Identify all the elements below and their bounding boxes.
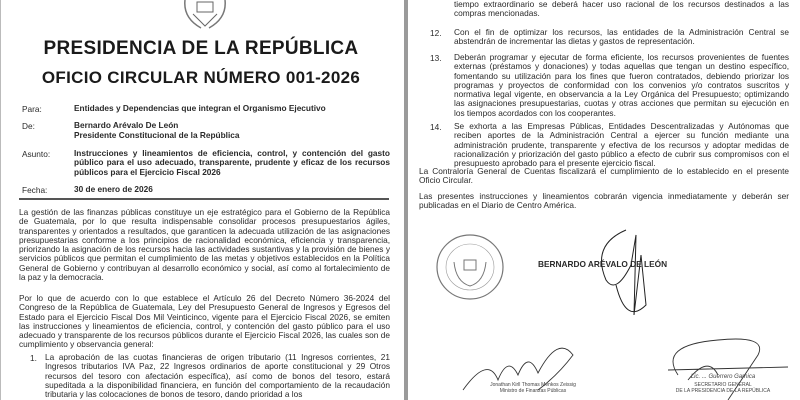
coat-of-arms-icon: [179, 0, 231, 30]
fecha-label: Fecha:: [22, 185, 48, 195]
item-11-tail: tiempo extraordinario se deberá hacer uso racional de los recursos destinados a las compras mencionadas.: [454, 0, 789, 19]
minister-name: Jonathan Kirll Thomas Menkos Zeissig: [490, 382, 576, 388]
secretary-title: SECRETARIO GENERAL: [694, 382, 752, 388]
para-value: Entidades y Dependencias que integran el Organismo Ejecutivo: [74, 103, 326, 113]
document-number: OFICIO CIRCULAR NÚMERO 001-2026: [41, 68, 361, 87]
presidential-seal-icon: [434, 232, 506, 302]
president-name: BERNARDO ARÉVALO DE LEÓN: [538, 259, 668, 269]
vigencia-paragraph: Las presentes instrucciones y lineamientos cobrarán vigencia inmediatamente y deberán ser publicadas en el Diario de Centro América.: [419, 191, 789, 211]
contraloria-paragraph: La Contraloría General de Cuentas fiscalizará el cumplimiento de lo establecido en el presente Oficio Circular.: [419, 166, 789, 186]
para-label: Para:: [22, 104, 42, 114]
asunto-value: Instrucciones y lineamientos de eficiencia, control, y contención del gasto público para el uso adecuado, transparente, prudente y eficaz de los recursos públicos para el Ejercicio Fiscal 2026: [74, 148, 390, 177]
minister-title: Ministro de Finanzas Públicas: [499, 388, 567, 394]
de-title: Presidente Constitucional de la República: [74, 130, 240, 140]
item-number: 1.: [30, 353, 37, 363]
item-number: 13.: [430, 53, 442, 63]
item-number: 12.: [430, 28, 442, 38]
intro-paragraph: La gestión de las finanzas públicas constituye un eje estratégico para el Gobierno de la República de Guatemala, por lo que resulta indispensable consolidar procesos presupuestarios ágiles, transparentes y orientados a resultados, que garanticen la adecuada utilización de las asignaciones presupuestarias conforme a los principios de racionalidad económica, eficiencia y transparencia, priorizando la asignación de los recursos hacia las actividades sustantivas y la provisión de bienes y servicios públicos que permitan el cumplimiento de las metas y objetivos establecidos en la Política General de Gobierno y contribuyan al desarrollo económico y social, así como al fortalecimiento de la paz y la democracia.: [19, 207, 390, 283]
asunto-label: Asunto:: [22, 149, 51, 159]
de-name: Bernardo Arévalo De León: [74, 120, 179, 130]
item-14: Se exhorta a las Empresas Públicas, Entidades Descentralizadas y Autónomas que reciben aportes de la Administración Central a ejercer su función mediante una administración prudente, transparente y efectiva de los recursos y adoptar medidas de racionalización y priorización del gasto público a efecto de cubrir sus compromisos con el presupuesto aprobado para el presente ejercicio fiscal.: [454, 121, 789, 169]
secretary-title-org: DE LA PRESIDENCIA DE LA REPÚBLICA: [675, 388, 771, 394]
item-1: La aprobación de las cuotas financieras de origen tributario (11 Ingresos corrientes, 21 Ingresos tributarios IVA Paz, 22 Ingresos ordinarios de aporte constitucional y 29 Otros recursos del tesoro con afectación específica), así como de bonos del tesoro, estará supeditada a la disponibilidad financiera, en función del comportamiento de la recaudación tributaria y las colocaciones de bonos de tesoro, dando prioridad a los: [45, 352, 390, 400]
item-13: Deberán programar y ejecutar de forma eficiente, los recursos provenientes de fuentes externas (préstamos y donaciones) y todas aquellas que tengan un destino específico, fomentando su utilización para los fines que fueron contratados, debiendo priorizar los programas y proyectos de conformidad con los convenios y/o contratos suscritos y normativa legal vigente, en observancia a la Ley Orgánica del Presupuesto; optimizando las asignaciones presupuestarias, cuotas y otras acciones que permitan su ejecución en los tiempos acordados con los cooperantes.: [454, 52, 789, 118]
item-12: Con el fin de optimizar los recursos, las entidades de la Administración Central se abstendrán de incrementar las dietas y gastos de representación.: [454, 27, 789, 47]
president-signature: [586, 225, 656, 335]
header-divider: [19, 198, 389, 200]
fecha-value: 30 de enero de 2026: [74, 184, 153, 194]
page-title: PRESIDENCIA DE LA REPÚBLICA: [43, 38, 359, 59]
secretary-name: Lic. ... Guerrero Garnica: [690, 374, 756, 380]
right-page: [404, 0, 800, 400]
legal-basis-paragraph: Por lo que de acuerdo con lo que establece el Artículo 26 del Decreto Número 36-2024 del Congreso de la República de Guatemala, Ley del Presupuesto General de Ingresos y Egresos del Estado para el Ejercicio Fiscal Dos Mil Veinticinco, vigente para el Ejercicio Fiscal 2026, se emiten las instrucciones y lineamientos de eficiencia, control, y contención del gasto público para el uso adecuado y transparente de los recursos públicos durante el Ejercicio Fiscal 2026, las cuales son de cumplimiento y observancia general:: [19, 293, 390, 350]
item-number: 14.: [430, 122, 442, 132]
de-label: De:: [22, 121, 35, 131]
